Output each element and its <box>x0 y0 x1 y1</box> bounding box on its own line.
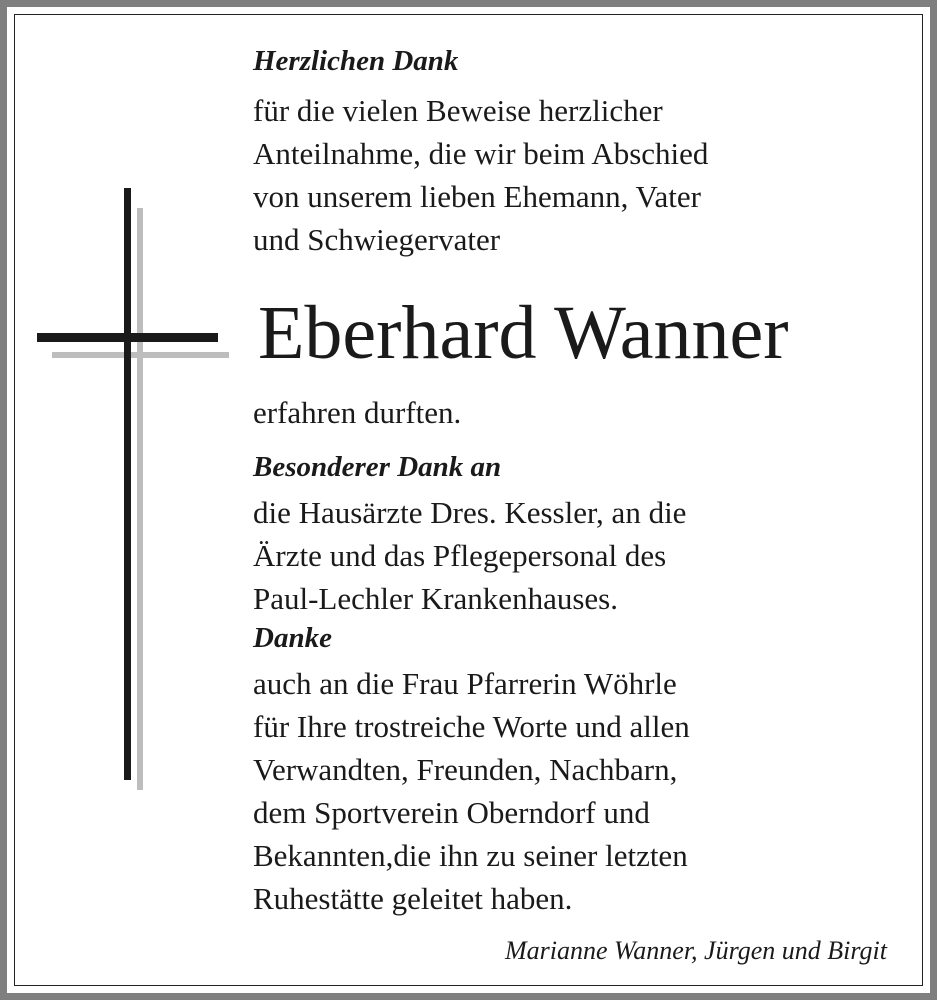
intro-line: für die vielen Beweise herzlicher <box>253 93 663 128</box>
intro-line: und Schwiegervater <box>253 222 501 257</box>
thanks-line: Bekannten,die ihn zu seiner letzten <box>253 838 688 873</box>
thanks-line: Verwandten, Freunden, Nachbarn, <box>253 752 678 787</box>
thanks-line: auch an die Frau Pfarrerin Wöhrle <box>253 666 677 701</box>
thanks-line: dem Sportverein Oberndorf und <box>253 795 650 830</box>
special-line: Ärzte und das Pflegepersonal des <box>253 538 667 573</box>
deceased-name: Eberhard Wanner <box>258 291 789 375</box>
special-heading: Besonderer Dank an <box>253 451 502 483</box>
signature: Marianne Wanner, Jürgen und Birgit <box>504 936 887 965</box>
intro-line: von unserem lieben Ehemann, Vater <box>253 179 701 214</box>
thanks-line: Ruhestätte geleitet haben. <box>253 881 573 916</box>
intro-line: Anteilnahme, die wir beim Abschied <box>253 136 709 171</box>
special-line: die Hausärzte Dres. Kessler, an die <box>253 495 687 530</box>
special-line: Paul-Lechler Krankenhauses. <box>253 581 618 616</box>
thanks-heading: Danke <box>253 622 332 654</box>
heading: Herzlichen Dank <box>253 45 459 77</box>
thanks-line: für Ihre trostreiche Worte und allen <box>253 709 690 744</box>
after-name-text: erfahren durften. <box>253 395 462 430</box>
